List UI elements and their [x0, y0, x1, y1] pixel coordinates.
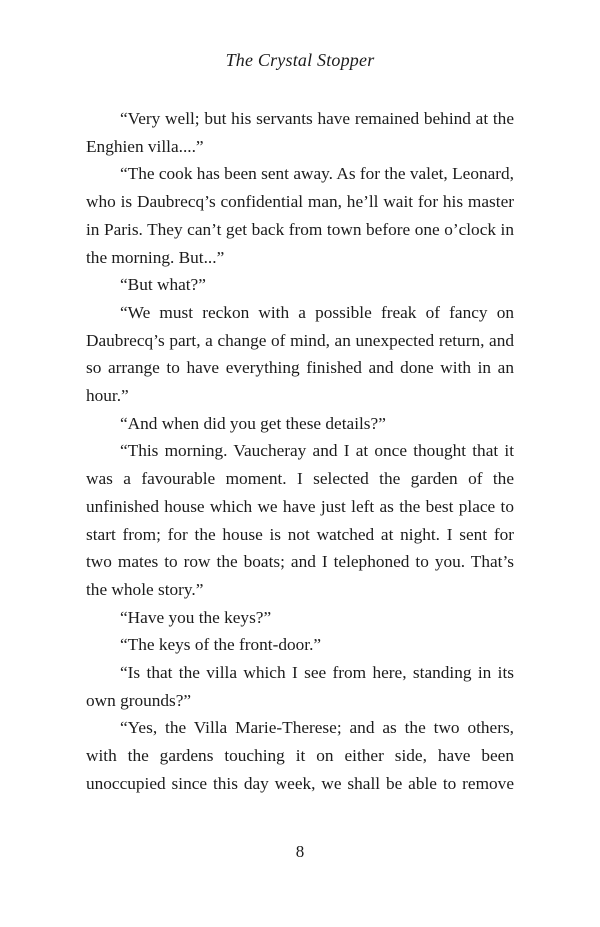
- paragraph: “Have you the keys?”: [120, 607, 272, 627]
- paragraph: “Yes, the Villa Marie-Therese; and as the two others, with the gardens touching it on either side, have been unoccupied since this day week, we shall be able to remove: [86, 718, 514, 793]
- body-text: [86, 105, 514, 798]
- running-title: The Crystal Stopper: [225, 50, 375, 70]
- paragraph: “Very well; but his servants have remained behind at the Enghien villa....”: [86, 109, 514, 156]
- paragraph: “The keys of the front-door.”: [120, 635, 322, 655]
- paragraph: “And when did you get these details?”: [120, 413, 386, 433]
- paragraph: “This morning. Vaucheray and I at once thought that it was a favourable moment. I selected the garden of the unfinished house which we have just left as the best place to start from; for the house is not watched at night. I sent for two mates to row the boats; and I telephoned to you. That’s the whole story.”: [86, 441, 514, 599]
- paragraph: “Is that the villa which I see from here, standing in its own grounds?”: [86, 663, 514, 710]
- paragraph: “The cook has been sent away. As for the valet, Leonard, who is Daubrecq’s confidential man, he’ll wait for his master in Paris. They can’t get back from town before one o’clock in the morning. But...”: [86, 164, 514, 267]
- page-number: 8: [295, 842, 305, 861]
- paragraph: “But what?”: [120, 275, 206, 295]
- paragraph: “We must reckon with a possible freak of fancy on Daubrecq’s part, a change of mind, an unexpected return, and so arrange to have everything finished and done with in an hour.”: [86, 302, 514, 406]
